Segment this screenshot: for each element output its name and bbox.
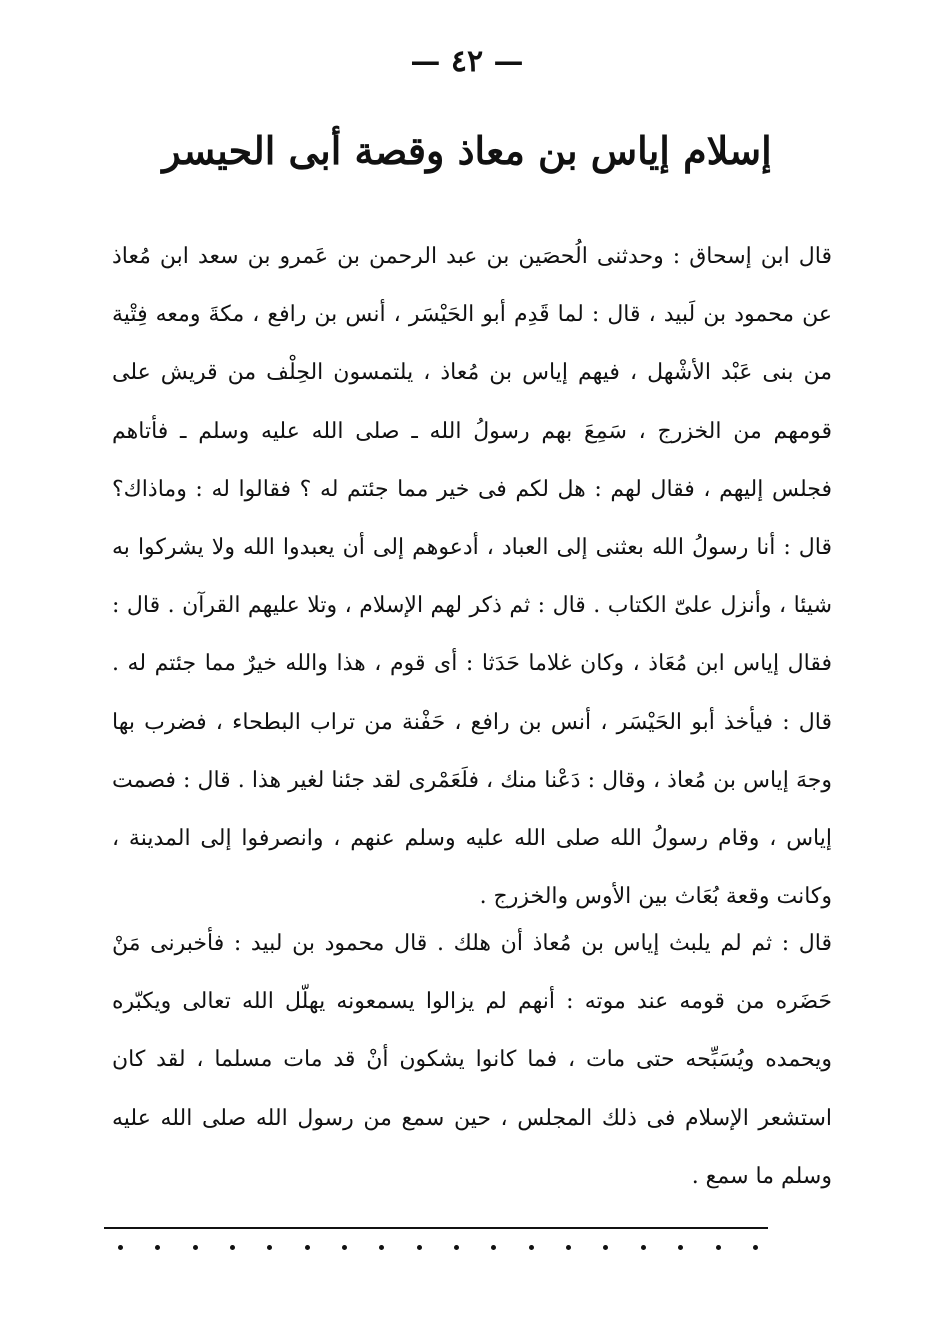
body-paragraph-1: قال ابن إسحاق : وحدثنى الُحصَين بن عبد الرحمن بن عَمرو بن سعد ابن مُعاذ عن محمود بن لَبيد ، قال : لما قَدِم أبو الحَيْسَر ، أنس بن رافع ، مكةَ ومعه فِتْية من بنى عَبْد الأشْهل ، فيهم إياس بن مُعاذ ، يلتمسون الحِلْف من قريش على قومهم من الخزرج ، سَمِعَ بهم رسولُ الله ـ صلى الله عليه وسلم ـ فأتاهم فجلس إليهم ، فقال لهم : هل لكم فى خير مما جئتم له ؟ فقالوا له : وماذاك؟ قال : أنا رسولُ الله بعثنى إلى العباد ، أدعوهم إلى أن يعبدوا الله ولا يشركوا به شيئا ، وأنزل علىّ الكتاب . قال : ثم ذكر لهم الإسلام ، وتلا عليهم القرآن . قال : فقال إياس ابن مُعَاذ ، وكان غلاما حَدَثا : أى قوم ، هذا والله خيرٌ مما جئتم له . قال : فيأخذ أبو الحَيْسَر ، أنس بن رافع ، حَفْنة من تراب البطحاء ، فضرب بها وجهَ إياس بن مُعاذ ، وقال : دَعْنا منك ، فلَعَمْرى لقد جئنا لغير هذا . قال : فصمت إياس ، وقام رسولُ الله صلى الله عليه وسلم عنهم ، وانصرفوا إلى المدينة ، وكانت وقعة بُعَاث بين الأوس والخزرج . <box>112 244 833 910</box>
dot <box>641 1245 646 1250</box>
dot <box>491 1245 496 1250</box>
dot <box>155 1245 160 1250</box>
dot <box>379 1245 384 1250</box>
dot <box>753 1245 758 1250</box>
dot <box>305 1245 310 1250</box>
dot <box>267 1245 272 1250</box>
page-title: إسلام إياس بن معاذ وقصة أبى الحيسر <box>162 128 772 173</box>
dot <box>454 1245 459 1250</box>
dot <box>603 1245 608 1250</box>
dot <box>230 1245 235 1250</box>
dot <box>678 1245 683 1250</box>
dot <box>529 1245 534 1250</box>
dot <box>342 1245 347 1250</box>
page-number: — ٤٢ — <box>410 44 524 79</box>
dot <box>716 1245 721 1250</box>
dot <box>417 1245 422 1250</box>
footer-rule <box>104 1227 768 1229</box>
dot <box>566 1245 571 1250</box>
footnote-dots <box>118 1245 758 1250</box>
body-paragraph-2: قال : ثم لم يلبث إياس بن مُعاذ أن هلك . قال محمود بن لبيد : فأخبرنى مَنْ حَضَره من قومه عند موته : أنهم لم يزالوا يسمعونه يهلّل الله تعالى ويكبّره ويحمده ويُسَبِّحه حتى مات ، فما كانوا يشكون أنْ قد مات مسلما ، لقد كان استشعر الإسلام فى ذلك المجلس ، حين سمع من رسول الله صلى الله عليه وسلم ما سمع . <box>112 931 832 1189</box>
dot <box>193 1245 198 1250</box>
dot <box>118 1245 123 1250</box>
